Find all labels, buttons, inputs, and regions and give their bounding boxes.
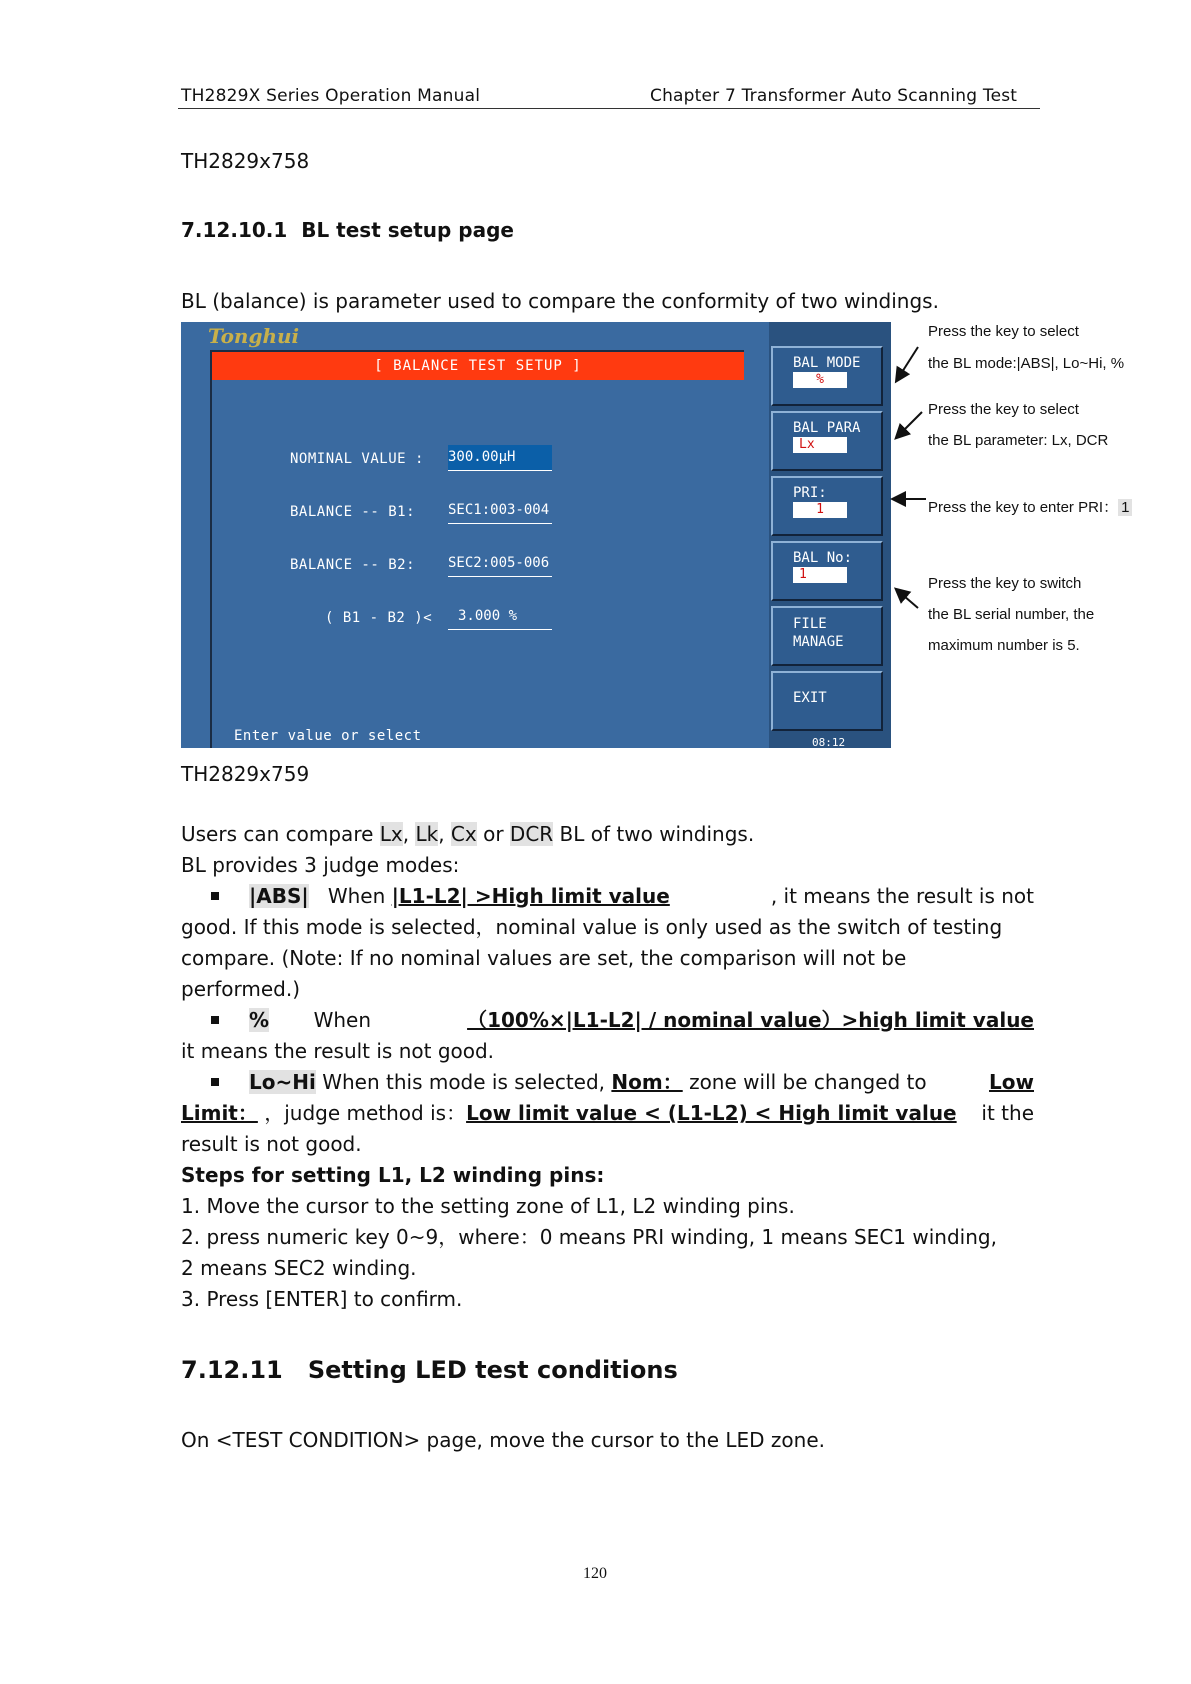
annotation-pri-text: Press the key to enter PRI：	[928, 499, 1119, 516]
mode-percent	[181, 1005, 1034, 1067]
low-word: Low	[989, 1070, 1034, 1094]
text: it the	[981, 1101, 1034, 1125]
param-lk: Lk	[415, 822, 439, 846]
softkey-value: 1	[793, 502, 847, 518]
mode-abs-line2: good. If this mode is selected，nominal value is only used as the switch of testing	[181, 915, 1003, 939]
brand-logo: Tonghui	[208, 324, 300, 348]
annotation-para-line2: the BL parameter: Lx, DCR	[928, 432, 1109, 449]
section-number: 7.12.10.1	[181, 218, 288, 242]
text: zone will be changed to	[682, 1070, 927, 1094]
bal-para-softkey[interactable]	[771, 411, 883, 471]
text: When	[327, 884, 392, 908]
abs-condition: |L1-L2| >High limit value	[391, 884, 670, 908]
softkey-label: BAL MODE	[793, 355, 861, 371]
annotation-pri-value: 1	[1118, 499, 1132, 516]
nom-zone: Nom：	[611, 1070, 683, 1094]
mode-percent-line2: it means the result is not good.	[181, 1039, 495, 1063]
led-intro: On <TEST CONDITION> page, move the cursor to the LED zone.	[181, 1428, 825, 1452]
balance-b1-label: BALANCE -- B1:	[290, 504, 416, 520]
text: When	[313, 1008, 371, 1032]
step-2: 2. press numeric key 0~9，where：0 means PRI winding, 1 means SEC1 winding,	[181, 1225, 997, 1249]
text: ,	[438, 822, 451, 846]
balance-b1-field[interactable]: SEC1:003-004	[448, 498, 552, 524]
mode-lohi-head	[181, 1067, 927, 1098]
exit-softkey[interactable]	[771, 671, 883, 731]
step-1: 1. Move the cursor to the setting zone of L1, L2 winding pins.	[181, 1194, 795, 1218]
mode-abs-line3: compare. (Note: If no nominal values are set, the comparison will not be	[181, 946, 907, 970]
softkey-value: %	[793, 372, 847, 388]
mode-percent-line1	[181, 1005, 1034, 1036]
bullet-icon	[211, 1016, 219, 1024]
text: or	[476, 822, 510, 846]
bal-no-softkey[interactable]	[771, 541, 883, 601]
annotation-no-line2: the BL serial number, the	[928, 606, 1095, 623]
section-title: BL test setup page	[301, 218, 514, 242]
annotation-no-line1: Press the key to switch	[928, 575, 1082, 592]
text: ,	[402, 822, 416, 846]
mode-abs-head	[181, 881, 670, 912]
mode-percent-head	[181, 1005, 371, 1036]
clock: 08:12	[812, 736, 846, 748]
figure-label-top: TH2829x758	[181, 149, 310, 173]
softkey-label: FILE	[793, 616, 827, 632]
annotation-pri	[928, 496, 1132, 517]
arrow-bal-mode	[897, 347, 918, 380]
percent-condition: （100%×|L1-L2| / nominal value）>high limit value	[467, 1008, 1034, 1032]
screen-title: [ BALANCE TEST SETUP ]	[212, 352, 744, 380]
limit-word: Limit：	[181, 1101, 258, 1125]
balance-b2-label: BALANCE -- B2:	[290, 557, 416, 573]
section-heading-bl	[181, 218, 514, 242]
text: BL of two windings.	[553, 822, 755, 846]
steps-title: Steps for setting L1, L2 winding pins:	[181, 1163, 605, 1187]
header-rule	[178, 108, 1040, 109]
step-2-continued: 2 means SEC2 winding.	[181, 1256, 417, 1280]
page-number: 120	[583, 1565, 607, 1582]
softkey-value: Lx	[793, 437, 847, 453]
annotation-mode-line1: Press the key to select	[928, 323, 1079, 340]
mode-lohi-line2	[181, 1098, 1034, 1129]
annotation-para-line1: Press the key to select	[928, 401, 1079, 418]
section-title: Setting LED test conditions	[307, 1356, 678, 1384]
mode-lohi-name: Lo~Hi	[249, 1070, 316, 1094]
section-number: 7.12.11	[181, 1356, 283, 1384]
annotation-mode-line2: the BL mode:|ABS|, Lo~Hi, %	[928, 355, 1125, 372]
section-heading-led	[181, 1356, 678, 1384]
arrow-bal-no	[897, 590, 918, 608]
step-3: 3. Press [ENTER] to confirm.	[181, 1287, 463, 1311]
header-right: Chapter 7 Transformer Auto Scanning Test	[650, 86, 1018, 106]
figure-label-bottom: TH2829x759	[181, 762, 310, 786]
softkey-value: 1	[793, 567, 847, 583]
text: When this mode is selected,	[315, 1070, 612, 1094]
softkey-label: PRI:	[793, 485, 827, 501]
text: , it means the result is not	[770, 884, 1034, 908]
nominal-value-field[interactable]: 300.00μH	[448, 445, 552, 471]
arrow-bal-para	[897, 412, 922, 437]
mode-abs-line1	[181, 881, 1034, 912]
param-cx: Cx	[450, 822, 477, 846]
status-line: Enter value or select	[234, 728, 422, 744]
lohi-condition: Low limit value < (L1-L2) < High limit value	[466, 1101, 957, 1125]
softkey-label: BAL No:	[793, 550, 853, 566]
mode-lohi-line3: result is not good.	[181, 1132, 362, 1156]
header-left: TH2829X Series Operation Manual	[181, 86, 481, 106]
param-dcr: DCR	[509, 822, 554, 846]
mode-abs-line4: performed.)	[181, 977, 301, 1001]
mode-lohi	[181, 1067, 1034, 1160]
bullet-icon	[211, 892, 219, 900]
nominal-value-label: NOMINAL VALUE :	[290, 451, 424, 467]
setup-panel	[210, 350, 744, 748]
text: ，judge method is：	[257, 1101, 467, 1125]
text: Users can compare	[181, 822, 380, 846]
limit-field[interactable]: 3.000 %	[448, 604, 552, 630]
intro-paragraph: BL (balance) is parameter used to compare the conformity of two windings.	[181, 289, 939, 313]
mode-lohi-line2-left	[181, 1098, 957, 1129]
param-lx: Lx	[379, 822, 403, 846]
mode-lohi-line1	[181, 1067, 1034, 1098]
compare-paragraph	[181, 819, 754, 850]
bullet-icon	[211, 1078, 219, 1086]
annotation-no-line3: maximum number is 5.	[928, 637, 1080, 654]
instrument-screen	[181, 322, 891, 748]
balance-b2-field[interactable]: SEC2:005-006	[448, 551, 552, 577]
file-manage-softkey[interactable]	[771, 606, 883, 666]
mode-abs	[181, 881, 1034, 1005]
pri-softkey[interactable]	[771, 476, 883, 536]
mode-abs-name: |ABS|	[249, 884, 309, 908]
bal-mode-softkey[interactable]	[771, 346, 883, 406]
mode-percent-name: %	[249, 1008, 270, 1032]
softkey-label-line2: MANAGE	[793, 634, 844, 650]
limit-label: ( B1 - B2 )<	[325, 610, 433, 626]
modes-intro: BL provides 3 judge modes:	[181, 853, 460, 877]
softkey-label: EXIT	[793, 690, 827, 706]
softkey-label: BAL PARA	[793, 420, 861, 436]
